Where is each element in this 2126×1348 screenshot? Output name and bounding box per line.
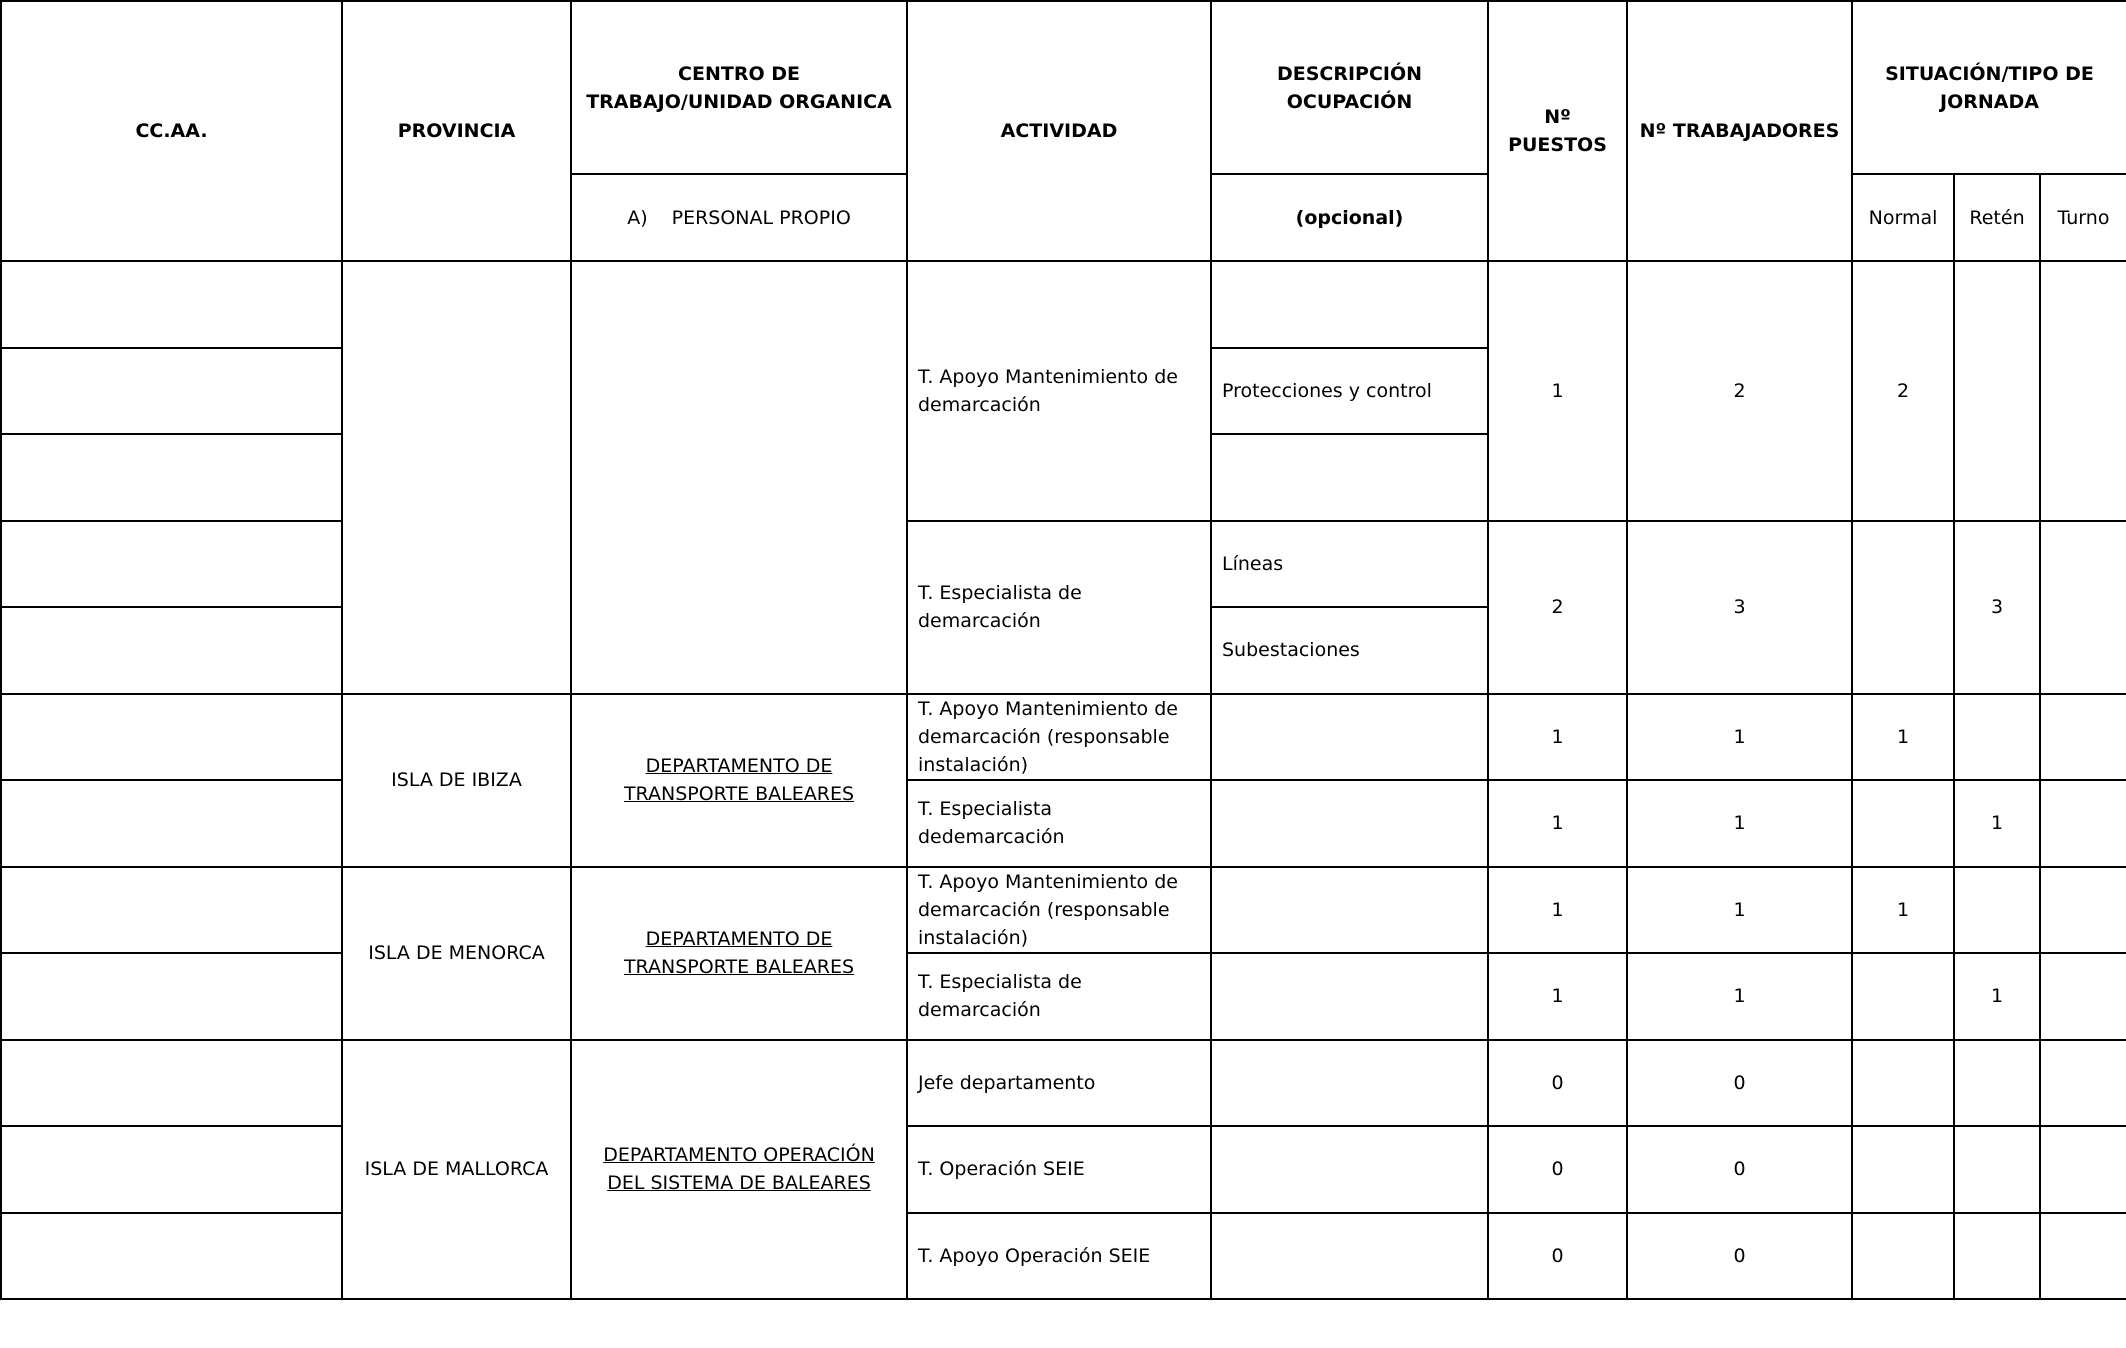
trabajadores-cell: 1 <box>1627 867 1852 954</box>
reten-cell <box>1954 261 2040 521</box>
ccaa-cell <box>1 953 342 1040</box>
descripcion-cell <box>1211 953 1488 1040</box>
provincia-cell: ISLA DE MALLORCA <box>342 1040 571 1300</box>
actividad-cell: T. Apoyo Operación SEIE <box>907 1213 1211 1300</box>
centro-cell <box>571 694 907 867</box>
puestos-cell: 1 <box>1488 953 1627 1040</box>
puestos-cell: 2 <box>1488 521 1627 694</box>
ccaa-cell <box>1 1040 342 1127</box>
descripcion-cell: Protecciones y control <box>1211 348 1488 435</box>
ccaa-cell <box>1 1126 342 1213</box>
centro-cell <box>571 261 907 694</box>
table-row <box>1 780 2126 867</box>
trabajadores-cell: 3 <box>1627 521 1852 694</box>
descripcion-cell <box>1211 780 1488 867</box>
normal-cell <box>1852 1040 1954 1127</box>
turno-cell <box>2040 780 2126 867</box>
table-row <box>1 521 2126 608</box>
turno-cell <box>2040 1040 2126 1127</box>
ccaa-cell <box>1 607 342 694</box>
descripcion-cell <box>1211 1213 1488 1300</box>
header-actividad: ACTIVIDAD <box>907 1 1211 261</box>
turno-cell <box>2040 521 2126 694</box>
trabajadores-cell: 0 <box>1627 1126 1852 1213</box>
normal-cell <box>1852 521 1954 694</box>
table-row <box>1 1126 2126 1213</box>
turno-cell <box>2040 1126 2126 1213</box>
descripcion-cell: Líneas <box>1211 521 1488 608</box>
actividad-cell: T. Operación SEIE <box>907 1126 1211 1213</box>
normal-cell <box>1852 1213 1954 1300</box>
header-trabajadores: Nº TRABAJADORES <box>1627 1 1852 261</box>
normal-cell: 2 <box>1852 261 1954 521</box>
trabajadores-cell: 0 <box>1627 1213 1852 1300</box>
centro-label: DEPARTAMENTO DE TRANSPORTE BALEARES <box>623 755 855 805</box>
header-reten: Retén <box>1954 174 2040 261</box>
header-row <box>1 1 2126 174</box>
ccaa-cell <box>1 694 342 781</box>
header-puestos: Nº PUESTOS <box>1488 1 1627 261</box>
ccaa-cell <box>1 261 342 348</box>
trabajadores-cell: 1 <box>1627 953 1852 1040</box>
ccaa-cell <box>1 521 342 608</box>
centro-cell <box>571 1040 907 1300</box>
actividad-cell: Jefe departamento <box>907 1040 1211 1127</box>
header-situacion: SITUACIÓN/TIPO DE JORNADA <box>1852 1 2126 174</box>
turno-cell <box>2040 867 2126 954</box>
table-row <box>1 953 2126 1040</box>
ccaa-cell <box>1 1213 342 1300</box>
normal-cell <box>1852 780 1954 867</box>
normal-cell <box>1852 953 1954 1040</box>
puestos-cell: 0 <box>1488 1126 1627 1213</box>
actividad-cell: T. Apoyo Mantenimiento de demarcación <box>907 261 1211 521</box>
actividad-cell: T. Especialista de demarcación <box>907 953 1211 1040</box>
trabajadores-cell: 1 <box>1627 780 1852 867</box>
ccaa-cell <box>1 348 342 435</box>
table-row <box>1 694 2126 781</box>
reten-cell: 1 <box>1954 780 2040 867</box>
puestos-cell: 1 <box>1488 867 1627 954</box>
personal-label: PERSONAL PROPIO <box>671 206 851 229</box>
trabajadores-cell: 0 <box>1627 1040 1852 1127</box>
personal-prefix: A) <box>627 206 648 229</box>
reten-cell <box>1954 694 2040 781</box>
descripcion-cell <box>1211 1040 1488 1127</box>
reten-cell: 1 <box>1954 953 2040 1040</box>
descripcion-cell <box>1211 434 1488 521</box>
table-row <box>1 1040 2126 1127</box>
descripcion-cell <box>1211 694 1488 781</box>
table-row <box>1 1213 2126 1300</box>
header-descripcion: DESCRIPCIÓN OCUPACIÓN <box>1211 1 1488 174</box>
header-centro: CENTRO DE TRABAJO/UNIDAD ORGANICA <box>571 1 907 174</box>
header-opcional: (opcional) <box>1211 174 1488 261</box>
reten-cell: 3 <box>1954 521 2040 694</box>
header-ccaa: CC.AA. <box>1 1 342 261</box>
ccaa-cell <box>1 867 342 954</box>
header-normal: Normal <box>1852 174 1954 261</box>
puestos-cell: 1 <box>1488 694 1627 781</box>
provincia-cell: ISLA DE MENORCA <box>342 867 571 1040</box>
reten-cell <box>1954 1213 2040 1300</box>
descripcion-cell <box>1211 1126 1488 1213</box>
header-turno: Turno <box>2040 174 2126 261</box>
puestos-cell: 0 <box>1488 1040 1627 1127</box>
normal-cell: 1 <box>1852 867 1954 954</box>
turno-cell <box>2040 953 2126 1040</box>
puestos-cell: 0 <box>1488 1213 1627 1300</box>
actividad-cell: T. Especialista de demarcación <box>907 521 1211 694</box>
table-row <box>1 867 2126 954</box>
centro-label: DEPARTAMENTO DE TRANSPORTE BALEARES <box>623 928 855 978</box>
table-row <box>1 261 2126 348</box>
descripcion-cell <box>1211 261 1488 348</box>
descripcion-cell: Subestaciones <box>1211 607 1488 694</box>
ccaa-cell <box>1 780 342 867</box>
ccaa-cell <box>1 434 342 521</box>
actividad-cell: T. Apoyo Mantenimiento de demarcación (responsable instalación) <box>907 694 1211 781</box>
normal-cell <box>1852 1126 1954 1213</box>
puestos-cell: 1 <box>1488 780 1627 867</box>
turno-cell <box>2040 1213 2126 1300</box>
descripcion-cell <box>1211 867 1488 954</box>
provincia-cell <box>342 261 571 694</box>
puestos-cell: 1 <box>1488 261 1627 521</box>
trabajadores-cell: 1 <box>1627 694 1852 781</box>
actividad-cell: T. Apoyo Mantenimiento de demarcación (responsable instalación) <box>907 867 1211 954</box>
centro-label: DEPARTAMENTO OPERACIÓN DEL SISTEMA DE BALEARES <box>603 1144 875 1195</box>
header-provincia: PROVINCIA <box>342 1 571 261</box>
reten-cell <box>1954 1040 2040 1127</box>
turno-cell <box>2040 694 2126 781</box>
provincia-cell: ISLA DE IBIZA <box>342 694 571 867</box>
actividad-cell: T. Especialista dedemarcación <box>907 780 1211 867</box>
trabajadores-cell: 2 <box>1627 261 1852 521</box>
reten-cell <box>1954 1126 2040 1213</box>
normal-cell: 1 <box>1852 694 1954 781</box>
centro-cell <box>571 867 907 1040</box>
turno-cell <box>2040 261 2126 521</box>
personal-propio-cell <box>571 174 907 261</box>
reten-cell <box>1954 867 2040 954</box>
